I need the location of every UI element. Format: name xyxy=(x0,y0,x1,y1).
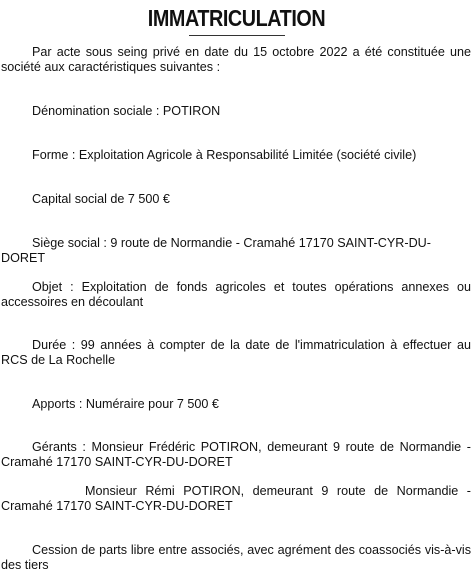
cession-paragraph: Cession de parts libre entre associés, avec agrément des coassociés vis-à-vis des tiers xyxy=(1,543,471,572)
forme-line: Forme : Exploitation Agricole à Responsabilité Limitée (société civile) xyxy=(32,148,417,162)
siege-line: Siège social : 9 route de Normandie - Cramahé 17170 SAINT-CYR-DU-DORET xyxy=(1,236,431,265)
duree-paragraph: Durée : 99 années à compter de la date de l'immatriculation à effectuer au RCS de La Rochelle xyxy=(1,338,471,367)
apports-line: Apports : Numéraire pour 7 500 € xyxy=(32,397,219,411)
objet-paragraph: Objet : Exploitation de fonds agricoles et toutes opérations annexes ou accessoires en découlant xyxy=(1,280,471,309)
capital-line: Capital social de 7 500 € xyxy=(32,192,170,206)
gerant-1-paragraph: Gérants : Monsieur Frédéric POTIRON, demeurant 9 route de Normandie - Cramahé 17170 SAINT-CYR-DU-DORET xyxy=(1,440,471,469)
gerant-2-paragraph: Monsieur Rémi POTIRON, demeurant 9 route de Normandie - Cramahé 17170 SAINT-CYR-DU-DORET xyxy=(1,484,471,513)
title-underline xyxy=(189,35,285,36)
denomination-line: Dénomination sociale : POTIRON xyxy=(32,104,221,118)
notice-title: IMMATRICULATION xyxy=(147,5,326,31)
intro-paragraph: Par acte sous seing privé en date du 15 octobre 2022 a été constituée une société aux caractéristiques suivantes : xyxy=(1,45,471,74)
